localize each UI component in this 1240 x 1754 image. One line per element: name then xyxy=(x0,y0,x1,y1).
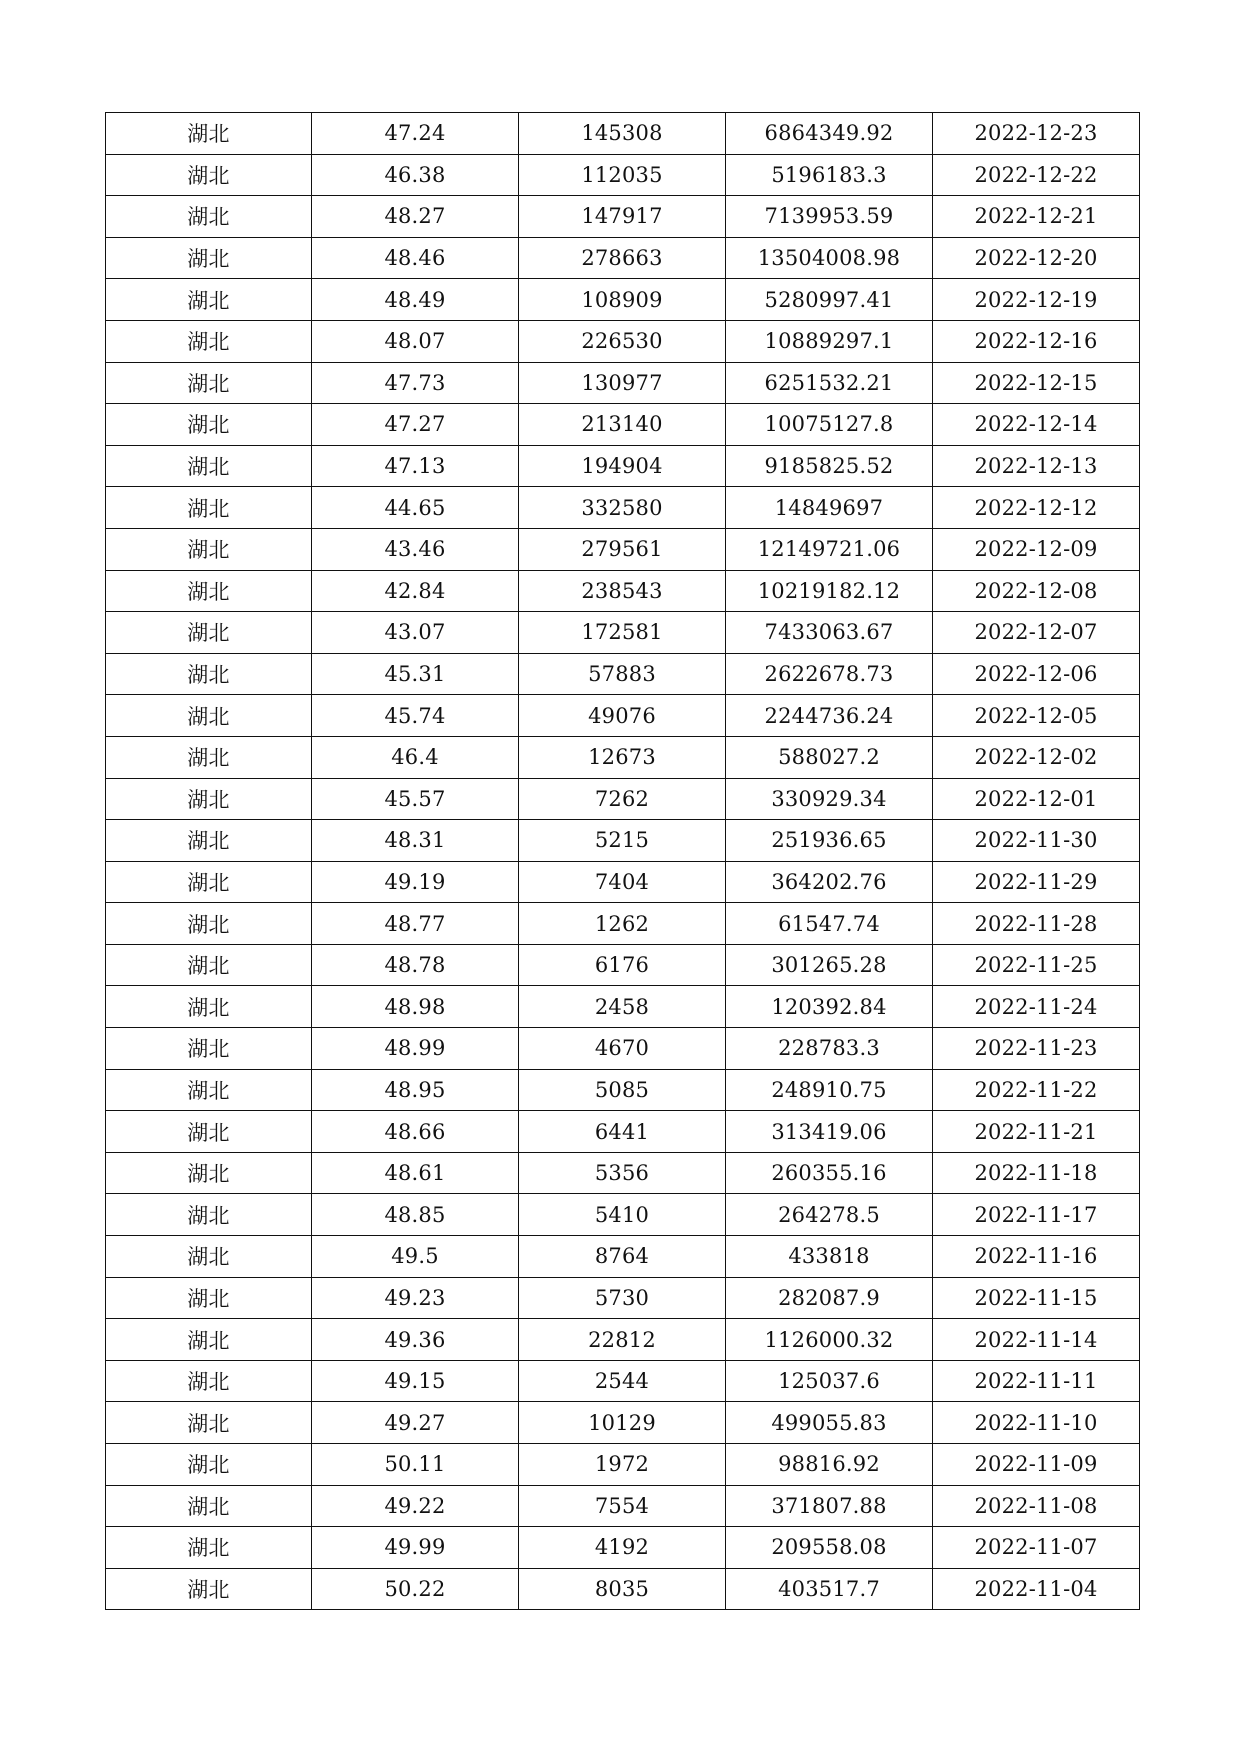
cell-amount: 10889297.1 xyxy=(726,320,933,362)
cell-amount: 6251532.21 xyxy=(726,362,933,404)
cell-volume: 226530 xyxy=(519,320,726,362)
cell-price: 45.31 xyxy=(312,653,519,695)
cell-amount: 433818 xyxy=(726,1236,933,1278)
cell-region: 湖北 xyxy=(106,1152,312,1194)
table-row xyxy=(106,1527,1140,1569)
cell-volume: 279561 xyxy=(519,528,726,570)
cell-region: 湖北 xyxy=(106,903,312,945)
table-row xyxy=(106,861,1140,903)
cell-region: 湖北 xyxy=(106,237,312,279)
cell-date: 2022-12-14 xyxy=(933,404,1140,446)
cell-region: 湖北 xyxy=(106,1402,312,1444)
cell-volume: 332580 xyxy=(519,487,726,529)
cell-date: 2022-12-07 xyxy=(933,612,1140,654)
cell-date: 2022-12-09 xyxy=(933,528,1140,570)
table-row xyxy=(106,944,1140,986)
table-row xyxy=(106,1069,1140,1111)
table-row xyxy=(106,1194,1140,1236)
cell-region: 湖北 xyxy=(106,404,312,446)
cell-region: 湖北 xyxy=(106,196,312,238)
cell-volume: 8035 xyxy=(519,1568,726,1610)
cell-region: 湖北 xyxy=(106,113,312,155)
cell-region: 湖北 xyxy=(106,1236,312,1278)
cell-date: 2022-12-22 xyxy=(933,154,1140,196)
table-row xyxy=(106,695,1140,737)
cell-volume: 8764 xyxy=(519,1236,726,1278)
cell-amount: 371807.88 xyxy=(726,1485,933,1527)
cell-region: 湖北 xyxy=(106,986,312,1028)
cell-date: 2022-12-13 xyxy=(933,445,1140,487)
cell-date: 2022-11-21 xyxy=(933,1111,1140,1153)
cell-amount: 12149721.06 xyxy=(726,528,933,570)
table-row xyxy=(106,1111,1140,1153)
cell-amount: 120392.84 xyxy=(726,986,933,1028)
cell-volume: 145308 xyxy=(519,113,726,155)
cell-amount: 10075127.8 xyxy=(726,404,933,446)
cell-price: 48.27 xyxy=(312,196,519,238)
table-row xyxy=(106,487,1140,529)
cell-volume: 1972 xyxy=(519,1444,726,1486)
cell-date: 2022-11-28 xyxy=(933,903,1140,945)
cell-volume: 1262 xyxy=(519,903,726,945)
cell-date: 2022-11-23 xyxy=(933,1028,1140,1070)
cell-amount: 6864349.92 xyxy=(726,113,933,155)
cell-price: 46.4 xyxy=(312,736,519,778)
cell-volume: 213140 xyxy=(519,404,726,446)
cell-date: 2022-12-06 xyxy=(933,653,1140,695)
cell-region: 湖北 xyxy=(106,1069,312,1111)
cell-volume: 7554 xyxy=(519,1485,726,1527)
cell-date: 2022-11-24 xyxy=(933,986,1140,1028)
cell-volume: 147917 xyxy=(519,196,726,238)
cell-date: 2022-11-10 xyxy=(933,1402,1140,1444)
table-row xyxy=(106,1402,1140,1444)
cell-amount: 2244736.24 xyxy=(726,695,933,737)
cell-volume: 57883 xyxy=(519,653,726,695)
cell-volume: 49076 xyxy=(519,695,726,737)
cell-region: 湖北 xyxy=(106,778,312,820)
cell-amount: 61547.74 xyxy=(726,903,933,945)
cell-region: 湖北 xyxy=(106,612,312,654)
table-row xyxy=(106,570,1140,612)
cell-price: 48.78 xyxy=(312,944,519,986)
cell-date: 2022-11-04 xyxy=(933,1568,1140,1610)
cell-amount: 248910.75 xyxy=(726,1069,933,1111)
table-row xyxy=(106,653,1140,695)
table-row xyxy=(106,1152,1140,1194)
table-row xyxy=(106,1028,1140,1070)
cell-amount: 499055.83 xyxy=(726,1402,933,1444)
cell-volume: 238543 xyxy=(519,570,726,612)
table-row xyxy=(106,404,1140,446)
cell-amount: 13504008.98 xyxy=(726,237,933,279)
table-row xyxy=(106,528,1140,570)
cell-date: 2022-11-14 xyxy=(933,1319,1140,1361)
cell-price: 49.99 xyxy=(312,1527,519,1569)
cell-region: 湖北 xyxy=(106,279,312,321)
table-row xyxy=(106,778,1140,820)
table-row xyxy=(106,1444,1140,1486)
cell-region: 湖北 xyxy=(106,362,312,404)
cell-volume: 5730 xyxy=(519,1277,726,1319)
cell-price: 47.27 xyxy=(312,404,519,446)
cell-region: 湖北 xyxy=(106,1028,312,1070)
cell-volume: 2544 xyxy=(519,1360,726,1402)
cell-volume: 7262 xyxy=(519,778,726,820)
cell-date: 2022-12-02 xyxy=(933,736,1140,778)
table-row xyxy=(106,736,1140,778)
cell-price: 49.15 xyxy=(312,1360,519,1402)
cell-region: 湖北 xyxy=(106,1319,312,1361)
cell-amount: 7433063.67 xyxy=(726,612,933,654)
cell-region: 湖北 xyxy=(106,1360,312,1402)
cell-price: 47.13 xyxy=(312,445,519,487)
cell-price: 48.49 xyxy=(312,279,519,321)
cell-volume: 278663 xyxy=(519,237,726,279)
cell-price: 50.11 xyxy=(312,1444,519,1486)
cell-price: 50.22 xyxy=(312,1568,519,1610)
cell-volume: 2458 xyxy=(519,986,726,1028)
cell-volume: 172581 xyxy=(519,612,726,654)
cell-region: 湖北 xyxy=(106,154,312,196)
table-row xyxy=(106,1277,1140,1319)
cell-date: 2022-12-23 xyxy=(933,113,1140,155)
cell-price: 48.07 xyxy=(312,320,519,362)
table-row xyxy=(106,1236,1140,1278)
cell-price: 49.36 xyxy=(312,1319,519,1361)
cell-price: 48.31 xyxy=(312,820,519,862)
cell-price: 48.77 xyxy=(312,903,519,945)
cell-amount: 251936.65 xyxy=(726,820,933,862)
table-row xyxy=(106,1360,1140,1402)
cell-price: 46.38 xyxy=(312,154,519,196)
table-row xyxy=(106,612,1140,654)
cell-price: 49.27 xyxy=(312,1402,519,1444)
cell-region: 湖北 xyxy=(106,1111,312,1153)
cell-date: 2022-12-16 xyxy=(933,320,1140,362)
cell-volume: 5410 xyxy=(519,1194,726,1236)
cell-region: 湖北 xyxy=(106,944,312,986)
cell-amount: 98816.92 xyxy=(726,1444,933,1486)
cell-volume: 6176 xyxy=(519,944,726,986)
cell-volume: 108909 xyxy=(519,279,726,321)
table-row xyxy=(106,362,1140,404)
table-row xyxy=(106,903,1140,945)
cell-date: 2022-12-21 xyxy=(933,196,1140,238)
cell-price: 48.66 xyxy=(312,1111,519,1153)
cell-volume: 5215 xyxy=(519,820,726,862)
cell-amount: 10219182.12 xyxy=(726,570,933,612)
cell-amount: 301265.28 xyxy=(726,944,933,986)
cell-price: 49.23 xyxy=(312,1277,519,1319)
cell-date: 2022-11-15 xyxy=(933,1277,1140,1319)
cell-region: 湖北 xyxy=(106,528,312,570)
cell-amount: 5280997.41 xyxy=(726,279,933,321)
cell-price: 43.07 xyxy=(312,612,519,654)
cell-region: 湖北 xyxy=(106,1527,312,1569)
cell-volume: 10129 xyxy=(519,1402,726,1444)
cell-date: 2022-11-30 xyxy=(933,820,1140,862)
cell-price: 45.74 xyxy=(312,695,519,737)
table-row xyxy=(106,986,1140,1028)
cell-region: 湖北 xyxy=(106,861,312,903)
cell-date: 2022-12-05 xyxy=(933,695,1140,737)
cell-date: 2022-11-08 xyxy=(933,1485,1140,1527)
cell-price: 48.46 xyxy=(312,237,519,279)
cell-amount: 364202.76 xyxy=(726,861,933,903)
cell-region: 湖北 xyxy=(106,1485,312,1527)
cell-volume: 194904 xyxy=(519,445,726,487)
cell-amount: 14849697 xyxy=(726,487,933,529)
table-row xyxy=(106,113,1140,155)
cell-date: 2022-12-20 xyxy=(933,237,1140,279)
cell-volume: 22812 xyxy=(519,1319,726,1361)
cell-amount: 5196183.3 xyxy=(726,154,933,196)
cell-amount: 209558.08 xyxy=(726,1527,933,1569)
cell-amount: 228783.3 xyxy=(726,1028,933,1070)
cell-price: 48.85 xyxy=(312,1194,519,1236)
cell-price: 42.84 xyxy=(312,570,519,612)
cell-date: 2022-12-12 xyxy=(933,487,1140,529)
cell-date: 2022-11-07 xyxy=(933,1527,1140,1569)
cell-amount: 282087.9 xyxy=(726,1277,933,1319)
cell-region: 湖北 xyxy=(106,1194,312,1236)
cell-price: 47.73 xyxy=(312,362,519,404)
table-body xyxy=(106,113,1140,1610)
cell-region: 湖北 xyxy=(106,820,312,862)
cell-region: 湖北 xyxy=(106,1277,312,1319)
table-row xyxy=(106,237,1140,279)
table-row xyxy=(106,196,1140,238)
cell-date: 2022-12-01 xyxy=(933,778,1140,820)
cell-date: 2022-11-17 xyxy=(933,1194,1140,1236)
cell-region: 湖北 xyxy=(106,1568,312,1610)
cell-region: 湖北 xyxy=(106,487,312,529)
cell-region: 湖北 xyxy=(106,695,312,737)
cell-region: 湖北 xyxy=(106,653,312,695)
cell-date: 2022-11-29 xyxy=(933,861,1140,903)
cell-date: 2022-11-22 xyxy=(933,1069,1140,1111)
cell-price: 48.61 xyxy=(312,1152,519,1194)
data-table xyxy=(105,112,1140,1610)
cell-price: 47.24 xyxy=(312,113,519,155)
table-row xyxy=(106,1568,1140,1610)
cell-amount: 260355.16 xyxy=(726,1152,933,1194)
cell-price: 45.57 xyxy=(312,778,519,820)
cell-amount: 1126000.32 xyxy=(726,1319,933,1361)
table-row xyxy=(106,279,1140,321)
cell-volume: 4192 xyxy=(519,1527,726,1569)
cell-date: 2022-12-19 xyxy=(933,279,1140,321)
cell-amount: 9185825.52 xyxy=(726,445,933,487)
cell-region: 湖北 xyxy=(106,1444,312,1486)
cell-amount: 2622678.73 xyxy=(726,653,933,695)
cell-price: 48.99 xyxy=(312,1028,519,1070)
cell-volume: 12673 xyxy=(519,736,726,778)
table-row xyxy=(106,1319,1140,1361)
cell-amount: 313419.06 xyxy=(726,1111,933,1153)
table-row xyxy=(106,445,1140,487)
cell-amount: 588027.2 xyxy=(726,736,933,778)
cell-region: 湖北 xyxy=(106,320,312,362)
cell-date: 2022-12-15 xyxy=(933,362,1140,404)
cell-price: 48.98 xyxy=(312,986,519,1028)
cell-volume: 5085 xyxy=(519,1069,726,1111)
cell-date: 2022-12-08 xyxy=(933,570,1140,612)
cell-price: 43.46 xyxy=(312,528,519,570)
cell-price: 48.95 xyxy=(312,1069,519,1111)
cell-volume: 4670 xyxy=(519,1028,726,1070)
cell-price: 49.19 xyxy=(312,861,519,903)
cell-volume: 6441 xyxy=(519,1111,726,1153)
cell-price: 49.22 xyxy=(312,1485,519,1527)
cell-date: 2022-11-09 xyxy=(933,1444,1140,1486)
cell-date: 2022-11-11 xyxy=(933,1360,1140,1402)
table-row xyxy=(106,154,1140,196)
cell-region: 湖北 xyxy=(106,736,312,778)
cell-region: 湖北 xyxy=(106,445,312,487)
cell-volume: 5356 xyxy=(519,1152,726,1194)
cell-volume: 7404 xyxy=(519,861,726,903)
cell-amount: 7139953.59 xyxy=(726,196,933,238)
table-row xyxy=(106,1485,1140,1527)
table-row xyxy=(106,320,1140,362)
cell-price: 49.5 xyxy=(312,1236,519,1278)
cell-amount: 330929.34 xyxy=(726,778,933,820)
cell-date: 2022-11-16 xyxy=(933,1236,1140,1278)
cell-volume: 112035 xyxy=(519,154,726,196)
cell-amount: 125037.6 xyxy=(726,1360,933,1402)
cell-date: 2022-11-18 xyxy=(933,1152,1140,1194)
cell-date: 2022-11-25 xyxy=(933,944,1140,986)
cell-amount: 264278.5 xyxy=(726,1194,933,1236)
cell-region: 湖北 xyxy=(106,570,312,612)
cell-amount: 403517.7 xyxy=(726,1568,933,1610)
cell-volume: 130977 xyxy=(519,362,726,404)
table-row xyxy=(106,820,1140,862)
cell-price: 44.65 xyxy=(312,487,519,529)
